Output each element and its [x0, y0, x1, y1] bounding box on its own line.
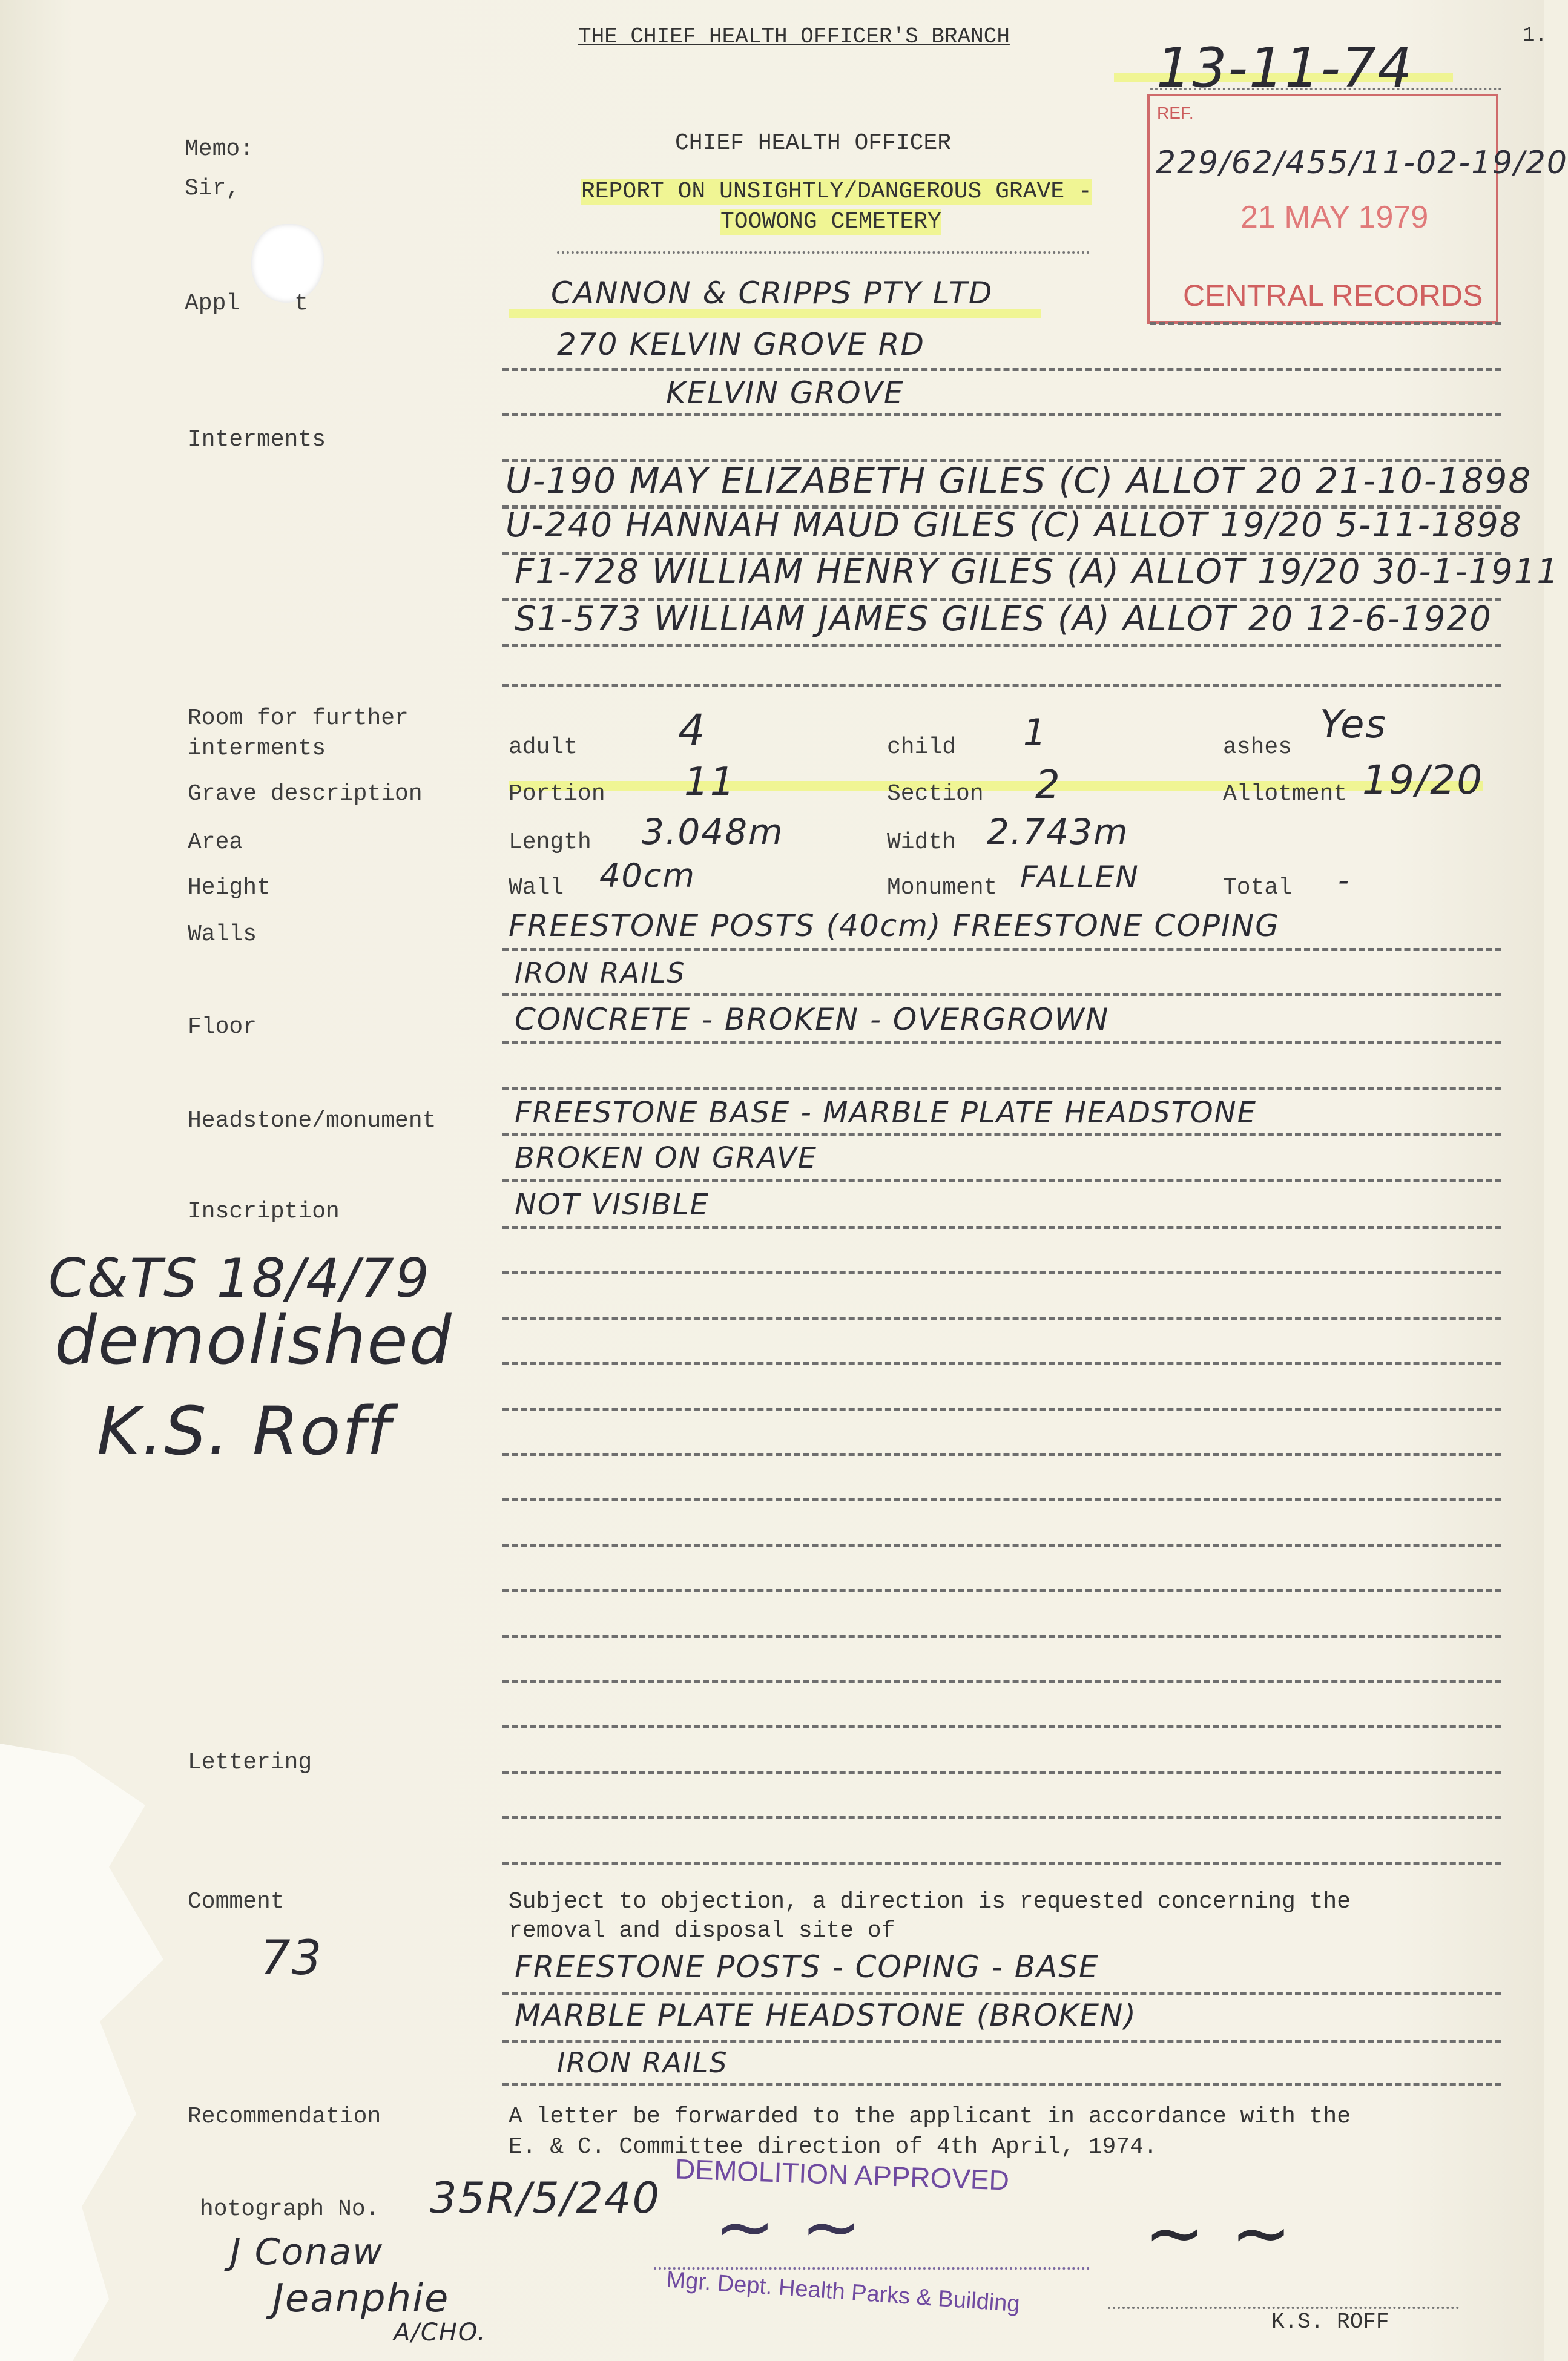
date-dotted-line: [1150, 88, 1501, 90]
addressee: CHIEF HEALTH OFFICER: [675, 130, 952, 156]
handwritten-date: 13-11-74: [1156, 36, 1414, 100]
floor-label: Floor: [188, 1014, 257, 1040]
dash-line: [502, 1271, 1501, 1274]
dash-line: [502, 948, 1501, 951]
portion-value: 11: [684, 760, 736, 805]
dash-line: [502, 1725, 1501, 1728]
dash-line: [502, 1862, 1501, 1865]
dash-line: [502, 993, 1501, 996]
monument-value: FALLEN: [1020, 860, 1139, 895]
dash-line: [502, 1408, 1501, 1411]
dash-line: [502, 1635, 1501, 1638]
approval-signature-scribble: ~ ~: [714, 2185, 863, 2270]
recommendation-text-1: A letter be forwarded to the applicant in accordance with the: [509, 2104, 1351, 2130]
applicant-line-3: KELVIN GROVE: [666, 375, 904, 410]
dash-line: [502, 644, 1501, 647]
wall-label: Wall: [509, 875, 564, 901]
grave-description-label: Grave description: [188, 781, 423, 807]
recommendation-text-2: E. & C. Committee direction of 4th April, 1974.: [509, 2134, 1158, 2160]
applicant-line-2: 270 KELVIN GROVE RD: [557, 327, 925, 362]
dash-line: [502, 1179, 1501, 1182]
wall-value: 40cm: [599, 857, 696, 895]
subject-line-1: REPORT ON UNSIGHTLY/DANGEROUS GRAVE -: [581, 179, 1092, 205]
portion-label: Portion: [509, 781, 605, 807]
walls-line-2: IRON RAILS: [515, 957, 686, 989]
subject-line-2: TOOWONG CEMETERY: [720, 209, 941, 235]
lettering-label: Lettering: [188, 1750, 312, 1776]
recommendation-label: Recommendation: [188, 2104, 381, 2130]
comment-hand-1: FREESTONE POSTS - COPING - BASE: [515, 1949, 1099, 1984]
headstone-line-2: BROKEN ON GRAVE: [515, 1141, 818, 1175]
comment-text-2: removal and disposal site of: [509, 1918, 895, 1944]
headstone-label: Headstone/monument: [188, 1108, 436, 1134]
dash-line: [502, 1226, 1501, 1229]
interment-entry: U-190 MAY ELIZABETH GILES (C) ALLOT 20 21-10-1898: [506, 460, 1532, 501]
margin-note-demolished: demolished: [54, 1302, 453, 1379]
walls-label: Walls: [188, 921, 257, 947]
child-label: child: [887, 734, 957, 760]
photograph-label: hotograph No.: [200, 2196, 380, 2222]
memo-divider: [557, 251, 1090, 254]
dash-line: [502, 413, 1501, 416]
height-label: Height: [188, 875, 271, 901]
dash-line: [502, 1992, 1501, 1995]
interment-entry: S1-573 WILLIAM JAMES GILES (A) ALLOT 20 12-6-1920: [515, 599, 1492, 639]
adult-label: adult: [509, 734, 578, 760]
interment-entry: F1-728 WILLIAM HENRY GILES (A) ALLOT 19/20 30-1-1911: [515, 552, 1560, 591]
dash-line: [1150, 322, 1501, 325]
total-label: Total: [1223, 875, 1293, 901]
stamp-ref-number: 229/62/455/11-02-19/20: [1156, 145, 1568, 181]
floor-line-1: CONCRETE - BROKEN - OVERGROWN: [515, 1002, 1110, 1037]
dash-line: [502, 1544, 1501, 1547]
dash-line: [502, 1133, 1501, 1136]
dash-line: [502, 1498, 1501, 1501]
ashes-value: Yes: [1320, 702, 1387, 747]
demolition-approved-stamp: DEMOLITION APPROVED: [674, 2153, 1010, 2196]
stamp-office: CENTRAL RECORDS: [1183, 278, 1483, 312]
torn-edge: [0, 1744, 182, 2361]
section-label: Section: [887, 781, 984, 807]
approval-department: Mgr. Dept. Health Parks & Building: [665, 2267, 1021, 2317]
comment-text-1: Subject to objection, a direction is requested concerning the: [509, 1889, 1351, 1915]
margin-note-date: C&TS 18/4/79: [48, 1247, 430, 1309]
comment-hand-3: IRON RAILS: [557, 2046, 728, 2079]
interments-label: Interments: [188, 427, 326, 453]
dash-line: [502, 1362, 1501, 1365]
width-label: Width: [887, 829, 957, 855]
dash-line: [502, 2083, 1501, 2086]
central-records-stamp: [1147, 94, 1568, 324]
signatory-name: K.S. ROFF: [1271, 2310, 1389, 2334]
dash-line: [502, 1771, 1501, 1774]
stamp-date: 21 MAY 1979: [1240, 200, 1429, 235]
photograph-value: 35R/5/240: [430, 2173, 661, 2223]
interment-entry: U-240 HANNAH MAUD GILES (C) ALLOT 19/20 5-11-1898: [506, 505, 1523, 545]
width-value: 2.743m: [987, 811, 1129, 852]
dash-line: [502, 1816, 1501, 1819]
initials-3: A/CHO.: [394, 2319, 487, 2346]
length-label: Length: [509, 829, 591, 855]
dash-line: [502, 1317, 1501, 1320]
inscription-line-1: NOT VISIBLE: [515, 1188, 710, 1222]
signatory-line: [1108, 2307, 1459, 2309]
dash-line: [502, 684, 1501, 687]
dash-line: [502, 1589, 1501, 1592]
allotment-value: 19/20: [1362, 757, 1484, 803]
dash-line: [502, 1041, 1501, 1044]
initials-2: Jeanphie: [272, 2276, 450, 2321]
branch-header: THE CHIEF HEALTH OFFICER'S BRANCH: [578, 24, 1010, 49]
comment-label: Comment: [188, 1889, 285, 1915]
sir-label: Sir,: [185, 176, 240, 202]
allotment-label: Allotment: [1223, 781, 1348, 807]
dash-line: [502, 368, 1501, 371]
signatory-signature: ~ ~: [1144, 2191, 1293, 2276]
adult-value: 4: [678, 705, 707, 755]
page-number: 1.: [1523, 24, 1547, 47]
stamp-ref-label: REF.: [1157, 104, 1194, 122]
inscription-label: Inscription: [188, 1199, 340, 1225]
comment-number: 73: [260, 1931, 323, 1986]
dash-line: [502, 1680, 1501, 1683]
walls-line-1: FREESTONE POSTS (40cm) FREESTONE COPING: [509, 908, 1280, 943]
comment-hand-2: MARBLE PLATE HEADSTONE (BROKEN): [515, 1998, 1137, 2033]
length-value: 3.048m: [642, 811, 784, 852]
child-value: 1: [1023, 711, 1048, 754]
memo-label: Memo:: [185, 136, 254, 162]
dash-line: [502, 2040, 1501, 2043]
room-label-2: interments: [188, 736, 326, 762]
room-label-1: Room for further: [188, 705, 409, 731]
monument-label: Monument: [887, 875, 998, 901]
dash-line: [502, 1453, 1501, 1456]
initials-1: J Conaw: [230, 2231, 384, 2273]
margin-signature: K.S. Roff: [97, 1392, 392, 1470]
section-value: 2: [1035, 763, 1061, 808]
dash-line: [502, 1087, 1501, 1090]
headstone-line-1: FREESTONE BASE - MARBLE PLATE HEADSTONE: [515, 1096, 1257, 1130]
total-value: -: [1338, 863, 1351, 898]
applicant-line-1: CANNON & CRIPPS PTY LTD: [551, 275, 993, 311]
applicant-label: Appl t: [185, 291, 309, 317]
area-label: Area: [188, 829, 243, 855]
ashes-label: ashes: [1223, 734, 1293, 760]
